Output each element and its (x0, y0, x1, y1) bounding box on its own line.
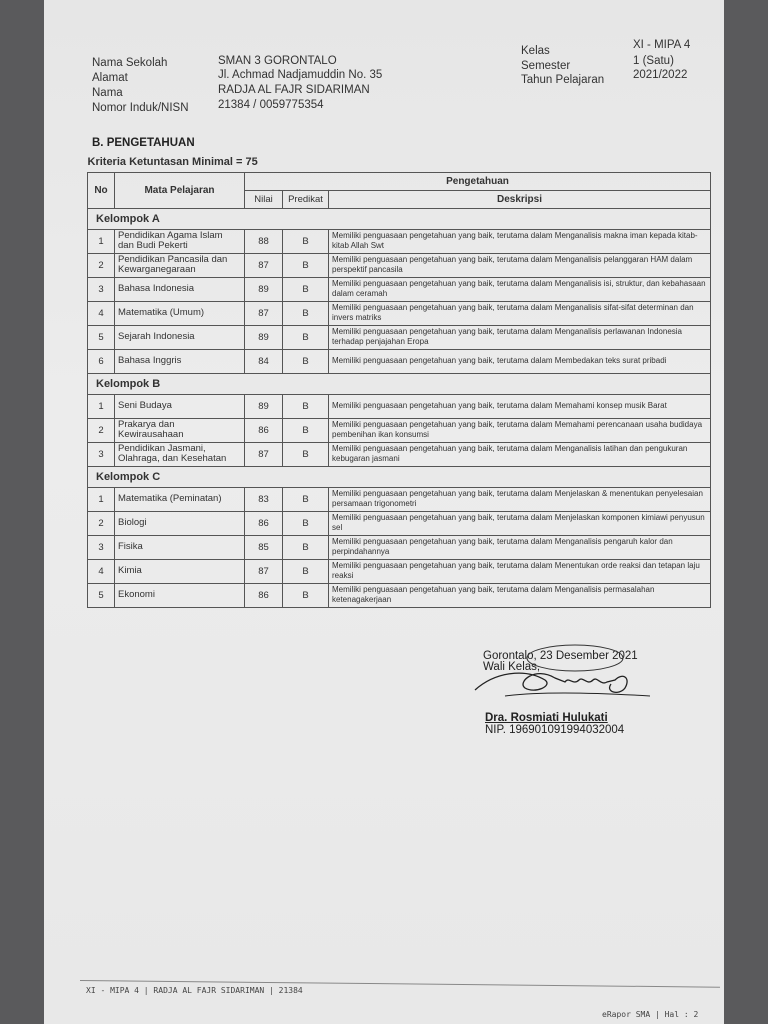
student-name-value: RADJA AL FAJR SIDARIMAN (218, 84, 370, 96)
teacher-nip: NIP. 196901091994032004 (485, 724, 625, 736)
grade-value: B (283, 487, 329, 511)
row-number: 2 (88, 511, 115, 535)
score-value: 86 (245, 418, 283, 442)
subject-name: Matematika (Peminatan) (115, 487, 245, 511)
subject-name: Pendidikan Agama Islam dan Budi Pekerti (115, 229, 245, 253)
score-value: 88 (245, 229, 283, 253)
grade-value: B (283, 442, 329, 466)
subject-name: Bahasa Inggris (115, 349, 245, 373)
school-name-label: Nama Sekolah (92, 57, 168, 69)
row-number: 4 (88, 559, 115, 583)
description: Memiliki penguasaan pengetahuan yang baik, terutama dalam Memahami konsep musik Barat (329, 394, 711, 418)
grades-table (87, 152, 711, 608)
handwritten-signature (465, 642, 655, 702)
row-number: 2 (88, 253, 115, 277)
row-number: 5 (88, 325, 115, 349)
academic-year-label: Tahun Pelajaran (521, 74, 605, 86)
grade-value: B (283, 535, 329, 559)
grade-value: B (283, 301, 329, 325)
subject-name: Seni Budaya (115, 394, 245, 418)
score-value: 87 (245, 559, 283, 583)
semester-label: Semester (521, 60, 571, 72)
score-value: 89 (245, 325, 283, 349)
group-name: Kelompok B (88, 373, 711, 394)
description: Memiliki penguasaan pengetahuan yang baik, terutama dalam Menganalisis perlawanan Indonesia terhadap penjajahan Eropa (329, 325, 711, 349)
description: Memiliki penguasaan pengetahuan yang baik, terutama dalam Menganalisis permasalahan ketenagakerjaan (329, 583, 711, 607)
nisn-value: 21384 / 0059775354 (218, 99, 324, 111)
school-name-value: SMAN 3 GORONTALO (218, 55, 337, 67)
col-header-grade: Predikat (283, 190, 329, 208)
row-number: 6 (88, 349, 115, 373)
row-number: 2 (88, 418, 115, 442)
table-row (88, 583, 711, 607)
row-number: 4 (88, 301, 115, 325)
subject-name: Pendidikan Pancasila dan Kewarganegaraan (115, 253, 245, 277)
row-number: 1 (88, 487, 115, 511)
score-value: 86 (245, 583, 283, 607)
description: Memiliki penguasaan pengetahuan yang baik, terutama dalam Menganalisis makna iman kepada kitab-kitab Allah Swt (329, 229, 711, 253)
row-number: 1 (88, 229, 115, 253)
row-number: 3 (88, 442, 115, 466)
grade-value: B (283, 349, 329, 373)
grade-value: B (283, 559, 329, 583)
group-row (88, 466, 711, 487)
grade-value: B (283, 394, 329, 418)
score-value: 87 (245, 301, 283, 325)
table-row (88, 487, 711, 511)
teacher-name: Dra. Rosmiati Hulukati (485, 712, 608, 724)
score-value: 83 (245, 487, 283, 511)
score-value: 89 (245, 394, 283, 418)
semester-value: 1 (Satu) (633, 55, 674, 67)
grade-value: B (283, 253, 329, 277)
table-row (88, 394, 711, 418)
table-row (88, 301, 711, 325)
nisn-label: Nomor Induk/NISN (92, 102, 189, 114)
subject-name: Prakarya dan Kewirausahaan (115, 418, 245, 442)
col-header-knowledge: Pengetahuan (245, 172, 711, 190)
signature-role: Wali Kelas, (483, 661, 541, 673)
description: Memiliki penguasaan pengetahuan yang baik, terutama dalam Membedakan teks surat pribadi (329, 349, 711, 373)
class-label: Kelas (521, 45, 550, 57)
table-row (88, 253, 711, 277)
grade-value: B (283, 325, 329, 349)
description: Memiliki penguasaan pengetahuan yang baik, terutama dalam Menganalisis latihan dan pengukuran kebugaran jasmani (329, 442, 711, 466)
kkm-cell (88, 152, 711, 172)
grade-value: B (283, 229, 329, 253)
description: Memiliki penguasaan pengetahuan yang baik, terutama dalam Memahami perencanaan usaha budidaya pembenihan ikan konsumsi (329, 418, 711, 442)
kkm-text: Kriteria Ketuntasan Minimal = 75 (87, 155, 258, 168)
score-value: 89 (245, 277, 283, 301)
section-title: B. PENGETAHUAN (92, 137, 195, 149)
subject-name: Sejarah Indonesia (115, 325, 245, 349)
table-row (88, 229, 711, 253)
table-row (88, 442, 711, 466)
description: Memiliki penguasaan pengetahuan yang baik, terutama dalam Menganalisis isi, struktur, dan kebahasaan dalam ceramah (329, 277, 711, 301)
group-name: Kelompok C (88, 466, 711, 487)
grade-value: B (283, 583, 329, 607)
row-number: 3 (88, 535, 115, 559)
row-number: 1 (88, 394, 115, 418)
table-row (88, 418, 711, 442)
score-value: 87 (245, 253, 283, 277)
subject-name: Fisika (115, 535, 245, 559)
subject-name: Ekonomi (115, 583, 245, 607)
description: Memiliki penguasaan pengetahuan yang baik, terutama dalam Menentukan orde reaksi dan tetapan laju reaksi (329, 559, 711, 583)
score-value: 86 (245, 511, 283, 535)
table-row (88, 535, 711, 559)
group-name: Kelompok A (88, 208, 711, 229)
class-value: XI - MIPA 4 (633, 39, 691, 51)
group-row (88, 373, 711, 394)
footer-right: eRapor SMA | Hal : 2 (602, 1010, 699, 1019)
group-row (88, 208, 711, 229)
grade-value: B (283, 511, 329, 535)
footer-left: XI - MIPA 4 | RADJA AL FAJR SIDARIMAN | 21384 (86, 986, 303, 995)
score-value: 84 (245, 349, 283, 373)
table-row (88, 511, 711, 535)
subject-name: Bahasa Indonesia (115, 277, 245, 301)
academic-year-value: 2021/2022 (633, 69, 688, 81)
address-label: Alamat (92, 72, 128, 84)
col-header-no: No (88, 172, 115, 208)
subject-name: Pendidikan Jasmani, Olahraga, dan Kesehatan (115, 442, 245, 466)
description: Memiliki penguasaan pengetahuan yang baik, terutama dalam Menjelaskan & menentukan penyelesaian persamaan trigonometri (329, 487, 711, 511)
row-number: 5 (88, 583, 115, 607)
description: Memiliki penguasaan pengetahuan yang baik, terutama dalam Menganalisis sifat-sifat determinan dan invers matriks (329, 301, 711, 325)
subject-name: Kimia (115, 559, 245, 583)
address-value: Jl. Achmad Nadjamuddin No. 35 (218, 69, 383, 81)
score-value: 85 (245, 535, 283, 559)
table-row (88, 559, 711, 583)
score-value: 87 (245, 442, 283, 466)
table-row (88, 277, 711, 301)
signature-place-date: Gorontalo, 23 Desember 2021 (483, 650, 638, 662)
student-name-label: Nama (92, 87, 123, 99)
row-number: 3 (88, 277, 115, 301)
grade-value: B (283, 277, 329, 301)
grade-value: B (283, 418, 329, 442)
col-header-description: Deskripsi (329, 190, 711, 208)
col-header-subject: Mata Pelajaran (115, 172, 245, 208)
description: Memiliki penguasaan pengetahuan yang baik, terutama dalam Menganalisis pengaruh kalor dan perpindahannya (329, 535, 711, 559)
description: Memiliki penguasaan pengetahuan yang baik, terutama dalam Menjelaskan komponen kimiawi penyusun sel (329, 511, 711, 535)
description: Memiliki penguasaan pengetahuan yang baik, terutama dalam Menganalisis pelanggaran HAM dalam perspektif pancasila (329, 253, 711, 277)
subject-name: Matematika (Umum) (115, 301, 245, 325)
col-header-score: Nilai (245, 190, 283, 208)
grades-body (88, 208, 711, 607)
subject-name: Biologi (115, 511, 245, 535)
table-row (88, 325, 711, 349)
table-row (88, 349, 711, 373)
